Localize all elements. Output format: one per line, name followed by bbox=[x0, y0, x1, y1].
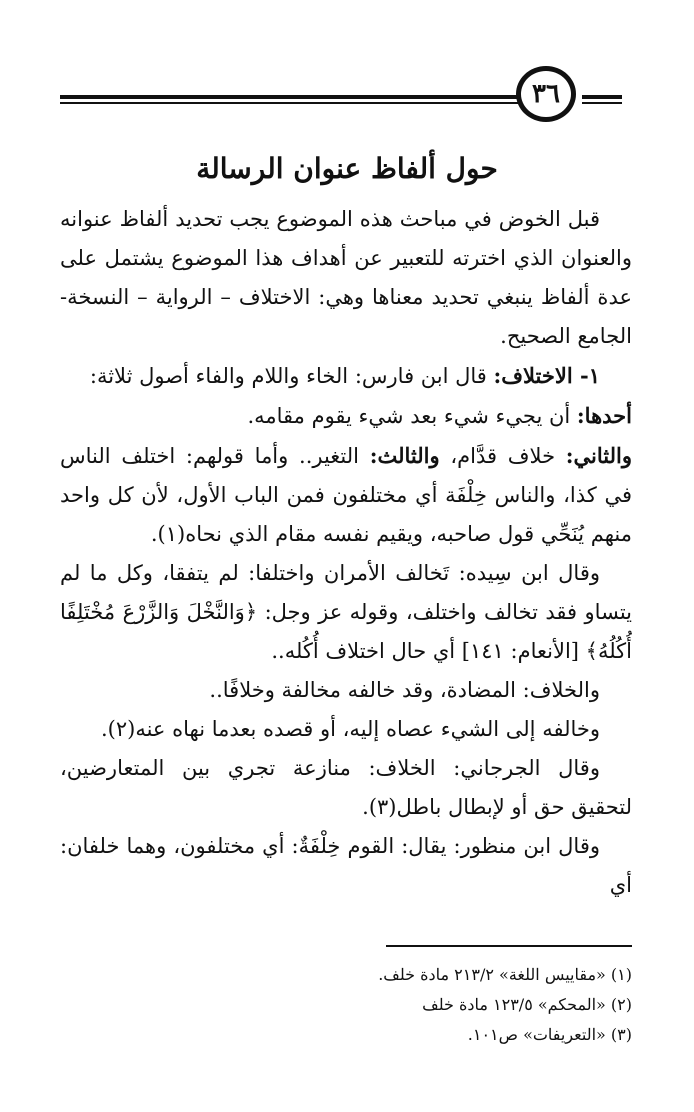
paragraph-intro: قبل الخوض في مباحث هذه الموضوع يجب تحديد ألفاظ عنوانه والعنوان الذي اخترته للتعبير عن أهداف هذا الموضوع يشتمل على عدة ألفاظ ينبغي تحديد معناها وهي: الاختلاف – الرواية – النسخة- الجامع الصحيح. bbox=[60, 207, 632, 348]
term-label: أحدها: bbox=[576, 403, 632, 428]
paragraph-text: خلاف قدَّام، bbox=[439, 444, 566, 468]
paragraph-khilaf: والخلاف: المضادة، وقد خالفه مخالفة وخلافًا.. bbox=[209, 678, 600, 702]
header-rule-right-thick bbox=[582, 95, 622, 99]
term-label: والثالث: bbox=[369, 443, 440, 468]
header-rule-thick bbox=[60, 95, 520, 99]
paragraph-second-third-meaning bbox=[60, 436, 632, 554]
term-label: ١- الاختلاف: bbox=[493, 363, 600, 388]
page-number: ٣٦ bbox=[532, 79, 560, 109]
paragraph-text: أن يجيء شيء بعد شيء يقوم مقامه. bbox=[247, 404, 577, 428]
paragraph-khalafahu: وخالفه إلى الشيء عصاه إليه، أو قصده بعدما نهاه عنه(٢). bbox=[100, 717, 600, 741]
header-rule-thin bbox=[60, 102, 520, 104]
footnotes bbox=[60, 960, 632, 1050]
term-label: والثاني: bbox=[565, 443, 632, 468]
footnote-item: (١) «مقاييس اللغة» ٢١٣/٢ مادة خلف. bbox=[378, 965, 632, 984]
paragraph-text: التغير.. وأما قولهم: اختلف الناس في كذا، والناس خِلْفَة أي مختلفون فمن الباب الأول، لأن كل واحد منهم يُنَحِّي قول صاحبه، ويقيم نفسه مقام الذي نحاه(١). bbox=[60, 444, 632, 546]
paragraph-text: قال ابن فارس: الخاء واللام والفاء أصول ثلاثة: bbox=[89, 364, 494, 388]
page-number-ring bbox=[516, 66, 576, 122]
footnote-divider bbox=[386, 945, 632, 947]
paragraph-jurjani: وقال الجرجاني: الخلاف: منازعة تجري بين المتعارضين، لتحقيق حق أو لإبطال باطل(٣). bbox=[60, 756, 632, 819]
footnote-item: (٣) «التعريفات» ص١٠١. bbox=[467, 1025, 632, 1044]
section-title: حول ألفاظ عنوان الرسالة bbox=[196, 152, 498, 185]
header-rule-right-thin bbox=[582, 102, 622, 104]
paragraph-definition-1 bbox=[60, 356, 632, 396]
paragraph-first-meaning bbox=[60, 396, 632, 436]
paragraph-ibn-manzur: وقال ابن منظور: يقال: القوم خِلْفَةٌ: أي مختلفون، وهما خلفان: أي bbox=[60, 834, 632, 897]
footnote-item: (٢) «المحكم» ١٢٣/٥ مادة خلف bbox=[422, 995, 632, 1014]
body-text bbox=[60, 200, 632, 920]
page-header bbox=[0, 0, 694, 140]
paragraph-ibn-sidah: وقال ابن سِيده: تَخالف الأمران واختلفا: لم يتفقا، وكل ما لم يتساو فقد تخالف واختلف، وقوله عز وجل: ﴿وَالنَّخْلَ وَالزَّرْعَ مُخْتَلِفًا أُكُلُهُ﴾ [الأنعام: ١٤١] أي حال اختلاف أُكُله.. bbox=[60, 561, 632, 663]
